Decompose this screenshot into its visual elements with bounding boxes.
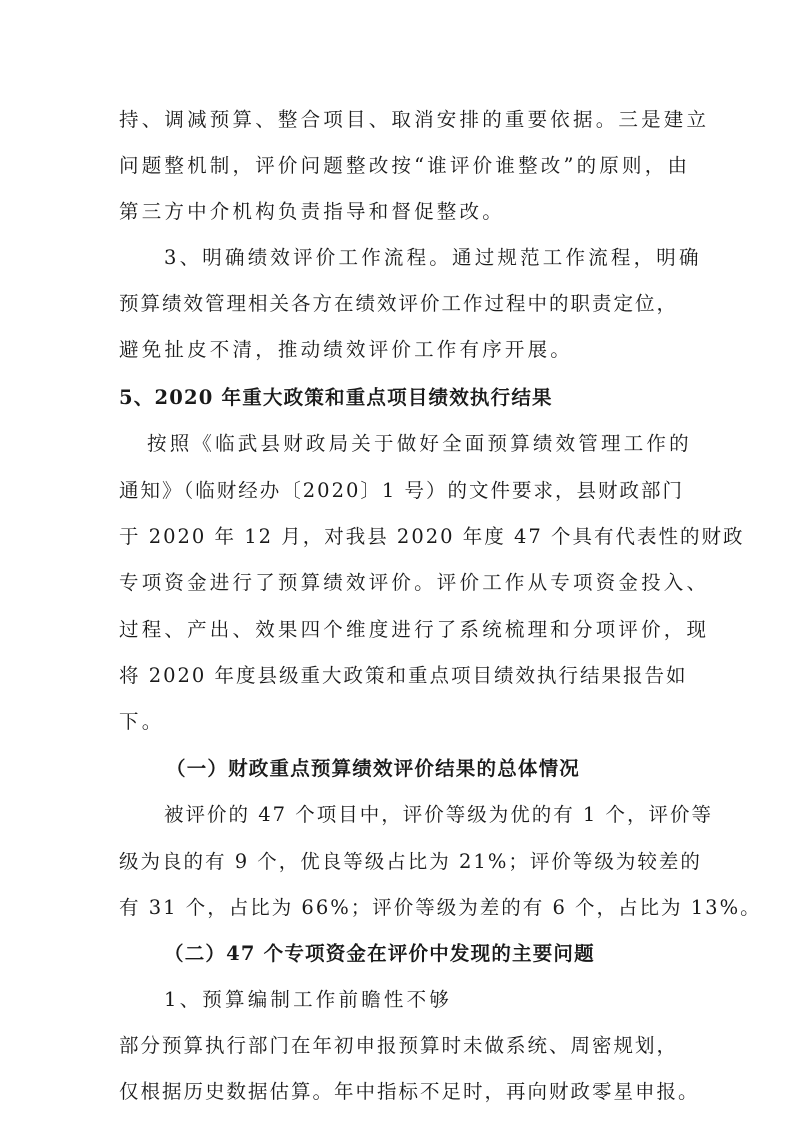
body-text-line: 专项资金进行了预算绩效评价。评价工作从专项资金投入、 (119, 571, 710, 594)
body-text-line: 有 31 个，占比为 66%；评价等级为差的有 6 个，占比为 13%。 (119, 896, 762, 919)
body-text-line: 持、调减预算、整合项目、取消安排的重要依据。三是建立 (119, 108, 710, 131)
body-text-line: 下。 (119, 710, 165, 733)
body-text-line: 于 2020 年 12 月，对我县 2020 年度 47 个具有代表性的财政 (119, 525, 745, 548)
body-text-line: 预算绩效管理相关各方在绩效评价工作过程中的职责定位， (119, 292, 679, 315)
body-text-line: 按照《临武县财政局关于做好全面预算绩效管理工作的 (147, 432, 692, 455)
body-text-line: 第三方中介机构负责指导和督促整改。 (119, 200, 505, 223)
body-text-line: 部分预算执行部门在年初申报预算时未做系统、周密规划， (119, 1034, 679, 1057)
body-text-line: 问题整机制，评价问题整改按“谁评价谁整改”的原则，由 (119, 154, 691, 177)
body-text-line: 1、预算编制工作前瞻性不够 (164, 988, 453, 1011)
body-text-line: 避免扯皮不清，推动绩效评价工作有序开展。 (119, 338, 574, 361)
body-text-line: 被评价的 47 个项目中，评价等级为优的有 1 个，评价等 (164, 803, 714, 826)
body-text-line: 通知》（临财经办〔2020〕1 号）的文件要求，县财政部门 (119, 479, 684, 502)
body-text-line: 过程、产出、效果四个维度进行了系统梳理和分项评价，现 (119, 618, 710, 641)
subsection-heading: （一）财政重点预算绩效评价结果的总体情况 (166, 757, 581, 780)
body-text-line: 3、明确绩效评价工作流程。通过规范工作流程，明确 (164, 246, 702, 269)
subsection-heading: （二）47 个专项资金在评价中发现的主要问题 (164, 942, 595, 965)
body-text-line: 仅根据历史数据估算。年中指标不足时，再向财政零星申报。 (119, 1080, 700, 1103)
section-heading: 5、2020 年重大政策和重点项目绩效执行结果 (119, 386, 553, 409)
body-text-line: 级为良的有 9 个，优良等级占比为 21%；评价等级为较差的 (119, 850, 702, 873)
body-text-line: 将 2020 年度县级重大政策和重点项目绩效执行结果报告如 (119, 664, 688, 687)
